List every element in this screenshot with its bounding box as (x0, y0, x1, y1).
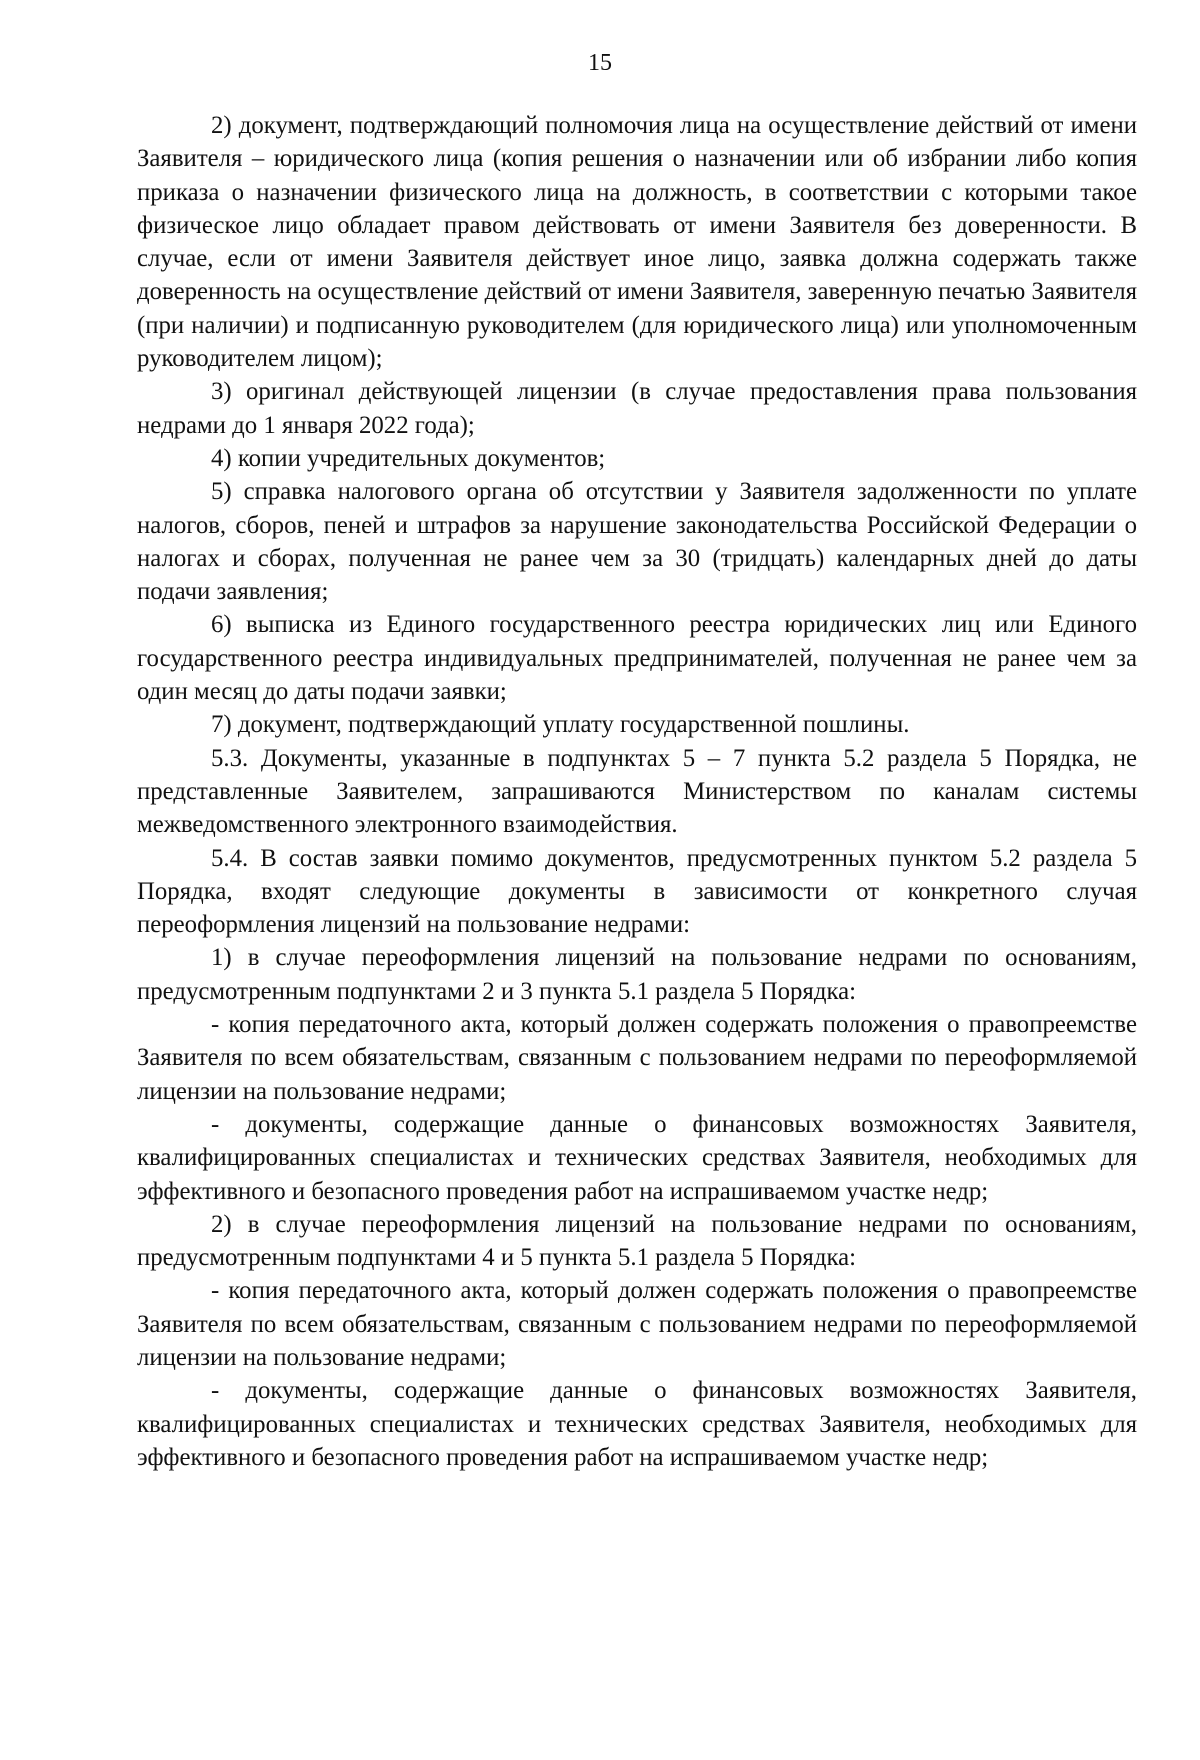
paragraph-case-2-financial-documents: - документы, содержащие данные о финансовых возможностях Заявителя, квалифицированных специалистах и технических средствах Заявителя, необходимых для эффективного и безопасного проведения работ на испрашиваемом участке недр; (137, 1377, 1137, 1471)
paragraph-item-6-registry-extract: 6) выписка из Единого государственного реестра юридических лиц или Единого государственного реестра индивидуальных предпринимателей, полученная не ранее чем за один месяц до даты подачи заявки; (137, 611, 1137, 706)
document-body (137, 109, 1137, 1474)
paragraph-item-7-state-duty: 7) документ, подтверждающий уплату государственной пошлины. (211, 711, 910, 739)
page-number: 15 (588, 50, 612, 76)
paragraph-case-1: 1) в случае переоформления лицензий на пользование недрами по основаниям, предусмотренным подпунктами 2 и 3 пункта 5.1 раздела 5 Порядка: (137, 944, 1137, 1005)
paragraph-item-5-tax-certificate: 5) справка налогового органа об отсутствии у Заявителя задолженности по уплате налогов, сборов, пеней и штрафов за нарушение законодательства Российской Федерации о налогах и сборах, полученная не ранее чем за 30 (тридцать) календарных дней до даты подачи заявления; (137, 478, 1137, 606)
paragraph-case-2-transfer-act: - копия передаточного акта, который должен содержать положения о правопреемстве Заявителя по всем обязательствам, связанным с пользованием недрами по переоформляемой лицензии на пользование недрами; (137, 1277, 1137, 1371)
paragraph-section-5-3: 5.3. Документы, указанные в подпунктах 5 – 7 пункта 5.2 раздела 5 Порядка, не представленные Заявителем, запрашиваются Министерством по каналам системы межведомственного электронного взаимодействия. (137, 744, 1137, 839)
paragraph-case-1-financial-documents: - документы, содержащие данные о финансовых возможностях Заявителя, квалифицированных специалистах и технических средствах Заявителя, необходимых для эффективного и безопасного проведения работ на испрашиваемом участке недр; (137, 1110, 1137, 1205)
paragraph-item-3-original-license: 3) оригинал действующей лицензии (в случае предоставления права пользования недрами до 1 января 2022 года); (137, 378, 1137, 439)
paragraph-case-1-transfer-act: - копия передаточного акта, который должен содержать положения о правопреемстве Заявителя по всем обязательствам, связанным с пользованием недрами по переоформляемой лицензии на пользование недрами; (137, 1011, 1137, 1105)
paragraph-section-5-4: 5.4. В состав заявки помимо документов, предусмотренных пунктом 5.2 раздела 5 Порядка, входят следующие документы в зависимости от конкретного случая переоформления лицензий на пользование недрами: (137, 844, 1137, 939)
paragraph-item-4-founding-documents: 4) копии учредительных документов; (211, 444, 606, 472)
paragraph-case-2: 2) в случае переоформления лицензий на пользование недрами по основаниям, предусмотренным подпунктами 4 и 5 пункта 5.1 раздела 5 Порядка: (137, 1210, 1137, 1272)
paragraph-item-2-authority-document: 2) документ, подтверждающий полномочия лица на осуществление действий от имени Заявителя – юридического лица (копия решения о назначении или об избрании либо копия приказа о назначении физического лица на должность, в соответствии с которыми такое физическое лицо обладает правом действовать от имени Заявителя без доверенности. В случае, если от имени Заявителя действует иное лицо, заявка должна содержать также доверенность на осуществление действий от имени Заявителя, заверенную печатью Заявителя (при наличии) и подписанную руководителем (для юридического лица) или уполномоченным руководителем лицом); (137, 112, 1137, 373)
